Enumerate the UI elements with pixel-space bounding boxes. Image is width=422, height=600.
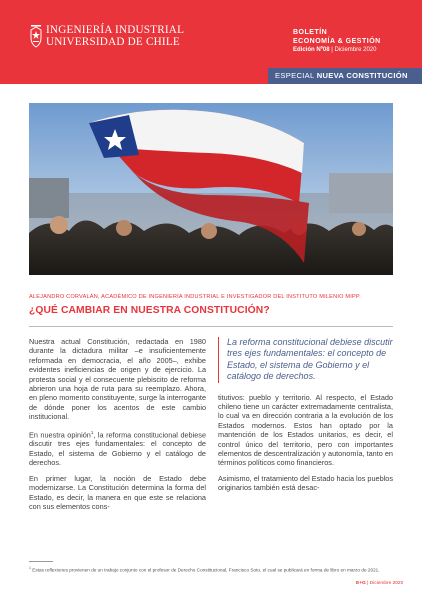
footnote <box>29 565 393 574</box>
edition-date: | Diciembre 2020 <box>331 47 377 53</box>
special-prefix: ESPECIAL <box>275 71 315 80</box>
bulletin-info <box>293 28 381 55</box>
footnote-text: Estas reflexiones provienen de un trabajo conjunto con el profesor de Derecho Constitucional, Francisco Soto, el cual se publicará en forma de libro en marzo de 2021. <box>30 567 380 573</box>
paragraph: titutivos: pueblo y territorio. Al respecto, el Estado chileno tiene un carácter extremadamente centralista, lo cual va en dirección contraria a la evolución de los Estados modernos. Estos han optado por la mantención de los Estados unitarios, es decir, el control único del territorio, pero con importantes elementos de descentralización y autonomía, tanto en términos políticos como financieros. <box>218 392 393 468</box>
footer-date: | Diciembre 2020 <box>367 581 404 586</box>
article-title: ¿QUÉ CAMBIAR EN NUESTRA CONSTITUCIÓN? <box>29 305 270 316</box>
bulletin-label: BOLETÍN <box>293 29 328 36</box>
footnote-number: 1 <box>29 566 31 570</box>
paragraph: Nuestra actual Constitución, redactada en 1980 durante la dictadura militar –e insuficientemente reformada en democracia, el año 2005–, exhibe evidentes ineficiencias de origen y de ejercicio. La protesta social y el consecuente plebiscito de reforma abrieron una hoja de ruta para su reemplazo. Ahora, en pleno momento constituyente, surge la interrogante de dónde poner los acentos de este cambio institucional. <box>29 337 206 422</box>
article-column-left <box>29 337 206 517</box>
edition-line <box>293 46 381 55</box>
paragraph: En primer lugar, la noción de Estado debe modernizarse. La Constitución determina la forma del Estado, es decir, la manera en que este se relaciona con sus elementos cons- <box>29 473 206 511</box>
org-name-line2: UNIVERSIDAD DE CHILE <box>46 36 180 48</box>
footnote-divider <box>29 561 53 562</box>
paragraph: Asimismo, el tratamiento del Estado hacia los pueblos originarios también está desac- <box>218 473 393 493</box>
footer-label: E+G <box>356 581 366 586</box>
bulletin-name: ECONOMÍA & GESTIÓN <box>293 38 381 45</box>
org-name-line1: INGENIERÍA INDUSTRIAL <box>46 24 185 36</box>
edition-number: Edición Nº08 <box>293 47 330 53</box>
pull-quote: La reforma constitucional debiese discutir tres ejes fundamentales: el concepto de Estado, el sistema de Gobierno y el catálogo de derechos. <box>218 337 393 383</box>
university-seal-icon <box>29 24 43 48</box>
special-section-tag <box>268 68 422 84</box>
special-name: NUEVA CONSTITUCIÓN <box>316 71 408 80</box>
article-author: ALEJANDRO CORVALÁN, ACADÉMICO DE INGENIERÍA INDUSTRIAL E INVESTIGADOR DEL INSTITUTO MILENIO MIPP. <box>29 294 361 300</box>
photo-illustration <box>29 103 393 275</box>
title-divider <box>29 326 393 327</box>
paragraph <box>29 428 206 468</box>
paragraph-text: , la reforma constitucional debiese discutir tres ejes fundamentales: el concepto de Estado, el sistema de Gobierno y el catálogo de derechos. <box>29 430 206 468</box>
page-footer <box>356 581 403 586</box>
paragraph-text: En nuestra opinión <box>29 430 91 440</box>
chile-flag-crowd-photo <box>29 103 393 275</box>
header-banner <box>0 0 422 84</box>
article-column-right <box>218 337 393 499</box>
footnote-marker: 1 <box>90 429 94 435</box>
